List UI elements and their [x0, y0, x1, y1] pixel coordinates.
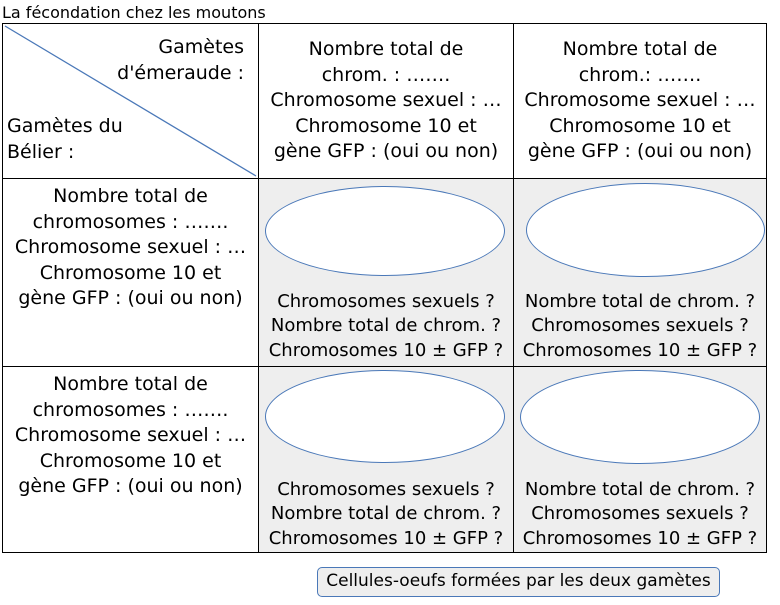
zygote-cell-r1-c2 — [513, 178, 767, 367]
header-line: Chromosome sexuel : … — [524, 89, 756, 111]
zygote-cell-r2-c1 — [258, 366, 514, 553]
header-line: Nombre total de — [308, 38, 464, 60]
row-label-line: gène GFP : (oui ou non) — [18, 287, 243, 309]
question-line: Chromosomes sexuels ? — [277, 291, 495, 312]
row-label-line: Chromosome sexuel : … — [14, 236, 247, 258]
header-line: Chromosome sexuel : … — [270, 89, 502, 111]
header-line: chrom.: ……. — [578, 63, 702, 86]
row-header-2 — [2, 366, 259, 553]
corner-cell — [2, 23, 259, 179]
corner-bottom-line: Gamètes du — [7, 115, 123, 137]
question-block — [514, 478, 766, 551]
header-line: gène GFP : (oui ou non) — [527, 140, 753, 162]
header-line: gène GFP : (oui ou non) — [273, 140, 499, 162]
zygote-ellipse[interactable] — [526, 183, 765, 277]
row-label-line: chromosomes : ……. — [32, 210, 229, 233]
column-header-1 — [258, 23, 514, 179]
question-line: Nombre total de chrom. ? — [524, 291, 756, 312]
document-title: La fécondation chez les moutons — [2, 3, 266, 22]
row-header-text — [3, 184, 258, 312]
zygote-cell-r1-c1 — [258, 178, 514, 367]
row-label-line: Chromosome sexuel : … — [14, 424, 247, 446]
question-block — [514, 290, 766, 363]
header-line: Chromosome 10 et — [549, 114, 731, 137]
row-label-line: Nombre total de — [53, 185, 208, 207]
row-label-line: Chromosome 10 et — [39, 449, 222, 472]
row-label-line: Nombre total de — [53, 373, 208, 395]
row-header-text — [3, 372, 258, 500]
question-line: Chromosomes 10 ± GFP ? — [522, 339, 758, 361]
question-line: Chromosomes 10 ± GFP ? — [268, 339, 504, 361]
question-line: Chromosomes sexuels ? — [277, 479, 495, 500]
row-label-line: chromosomes : ……. — [32, 398, 229, 421]
question-block — [259, 290, 513, 363]
column-header-text — [259, 37, 513, 165]
question-line: Nombre total de chrom. ? — [524, 479, 756, 500]
column-header-text — [514, 37, 766, 165]
question-line: Chromosomes sexuels ? — [531, 503, 749, 525]
question-line: Nombre total de chrom. ? — [270, 503, 502, 525]
crossing-table — [2, 23, 767, 553]
row-header-1 — [2, 178, 259, 367]
legend-label: Cellules-oeufs formées par les deux gamètes — [317, 567, 720, 597]
question-line: Nombre total de chrom. ? — [270, 315, 502, 337]
question-line: Chromosomes 10 ± GFP ? — [268, 527, 504, 549]
zygote-cell-r2-c2 — [513, 366, 767, 553]
zygote-ellipse[interactable] — [520, 370, 760, 464]
row-label-line: gène GFP : (oui ou non) — [18, 475, 243, 497]
header-line: Chromosome 10 et — [295, 114, 477, 137]
corner-top-line: d'émeraude : — [117, 62, 244, 84]
row-label-line: Chromosome 10 et — [39, 261, 222, 284]
column-header-2 — [513, 23, 767, 179]
corner-top-line: Gamètes — [158, 36, 244, 58]
question-line: Chromosomes 10 ± GFP ? — [522, 527, 758, 549]
header-line: Nombre total de — [562, 38, 718, 60]
corner-label-male — [7, 113, 123, 165]
zygote-ellipse[interactable] — [265, 370, 505, 463]
corner-label-female — [117, 34, 244, 86]
question-block — [259, 478, 513, 551]
question-line: Chromosomes sexuels ? — [531, 315, 749, 337]
zygote-ellipse[interactable] — [265, 186, 505, 276]
header-line: chrom. : ……. — [321, 63, 451, 86]
corner-bottom-line: Bélier : — [7, 141, 75, 163]
